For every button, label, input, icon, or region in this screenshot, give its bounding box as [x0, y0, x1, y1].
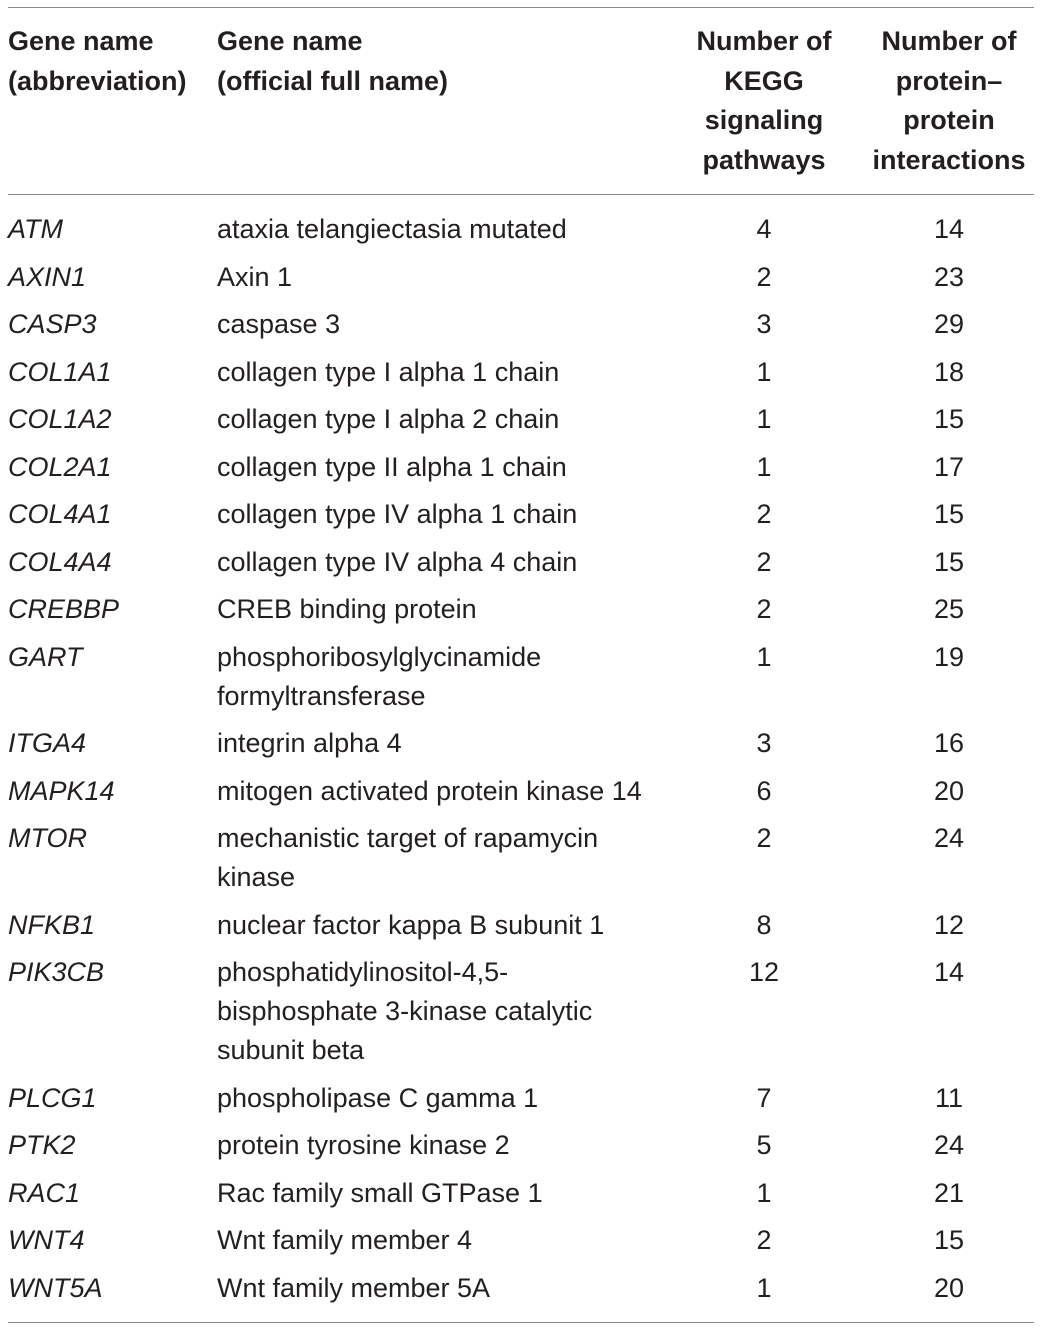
cell-gene-abbreviation: PIK3CB	[8, 957, 105, 987]
cell-gene-abbreviation: COL4A1	[8, 499, 112, 529]
cell-kegg-pathways: 3	[756, 309, 772, 339]
cell-kegg-pathways: 2	[756, 261, 772, 292]
cell-ppi-count: 19	[933, 641, 965, 672]
cell-gene-full-name	[217, 210, 672, 249]
cell-gene-abbreviation: CASP3	[8, 309, 97, 339]
table-row	[0, 906, 1042, 954]
cell-gene-abbreviation: PLCG1	[8, 1082, 97, 1113]
cell-kegg-pathways: 6	[756, 775, 772, 806]
cell-ppi-count: 23	[933, 261, 965, 292]
cell-gene-abbreviation: MAPK14	[8, 775, 115, 806]
cell-gene-abbreviation: ATM	[8, 214, 63, 244]
cell-gene-full-name	[217, 724, 672, 763]
full-name-line: phosphatidylinositol-4,5-	[217, 957, 509, 987]
full-name-line: Wnt family member 5A	[217, 1272, 491, 1303]
cell-kegg-pathways: 12	[748, 957, 780, 987]
cell-gene-abbreviation: WNT4	[8, 1225, 85, 1255]
cell-gene-abbreviation: GART	[8, 641, 83, 672]
table-row	[0, 400, 1042, 448]
full-name-line: mitogen activated protein kinase 14	[217, 775, 642, 806]
cell-gene-full-name	[217, 1269, 672, 1308]
cell-gene-abbreviation: CREBBP	[8, 594, 120, 624]
cell-gene-abbreviation: COL4A4	[8, 546, 112, 577]
full-name-line: Axin 1	[217, 261, 293, 292]
cell-gene-abbreviation: AXIN1	[8, 261, 87, 292]
table-row	[0, 448, 1042, 496]
cell-kegg-pathways: 2	[756, 499, 772, 529]
cell-gene-full-name	[217, 638, 672, 716]
cell-kegg-pathways: 1	[756, 641, 772, 672]
cell-ppi-count: 21	[933, 1177, 965, 1208]
cell-ppi-count: 15	[933, 404, 965, 434]
cell-kegg-pathways: 7	[756, 1082, 772, 1113]
cell-gene-full-name	[217, 819, 672, 897]
table-row	[0, 1269, 1042, 1317]
table-top-rule	[8, 7, 1034, 8]
cell-kegg-pathways: 2	[756, 594, 772, 624]
cell-ppi-count: 11	[934, 1082, 964, 1113]
full-name-line: collagen type I alpha 1 chain	[217, 356, 560, 387]
cell-ppi-count: 14	[933, 957, 965, 987]
cell-ppi-count: 24	[933, 823, 965, 853]
full-name-line: Wnt family member 4	[217, 1225, 473, 1255]
cell-ppi-count: 25	[933, 594, 965, 624]
table-row	[0, 305, 1042, 353]
cell-ppi-count: 24	[933, 1130, 965, 1160]
full-name-line: collagen type IV alpha 4 chain	[217, 546, 578, 577]
cell-ppi-count: 29	[933, 309, 965, 339]
cell-kegg-pathways: 4	[756, 214, 772, 244]
full-name-line: phosphoribosylglycinamide	[217, 641, 542, 672]
table-row	[0, 1079, 1042, 1127]
cell-gene-abbreviation: RAC1	[8, 1177, 81, 1208]
table-bottom-rule	[8, 1322, 1034, 1323]
cell-gene-full-name	[217, 1126, 672, 1165]
table-row	[0, 953, 1042, 1079]
cell-gene-abbreviation: PTK2	[8, 1130, 76, 1160]
cell-gene-full-name	[217, 353, 672, 392]
cell-ppi-count: 16	[933, 728, 965, 758]
cell-gene-abbreviation: WNT5A	[8, 1272, 103, 1303]
full-name-line: protein tyrosine kinase 2	[217, 1130, 510, 1160]
header-ppi-count: Number of protein– protein interactions	[872, 26, 1026, 175]
table-row	[0, 1221, 1042, 1269]
table-row	[0, 258, 1042, 306]
cell-gene-full-name	[217, 400, 672, 439]
full-name-line: collagen type II alpha 1 chain	[217, 451, 567, 482]
cell-gene-abbreviation: COL1A2	[8, 404, 112, 434]
cell-gene-full-name	[217, 305, 672, 344]
cell-gene-full-name	[217, 448, 672, 487]
cell-gene-full-name	[217, 1079, 672, 1118]
cell-ppi-count: 15	[933, 499, 965, 529]
table-row	[0, 1174, 1042, 1222]
cell-kegg-pathways: 1	[756, 1272, 772, 1303]
cell-ppi-count: 18	[933, 356, 965, 387]
cell-gene-abbreviation: COL2A1	[8, 451, 112, 482]
cell-kegg-pathways: 2	[756, 1225, 772, 1255]
cell-kegg-pathways: 1	[756, 356, 772, 387]
full-name-line: collagen type I alpha 2 chain	[217, 404, 560, 434]
table-body	[0, 210, 1042, 1316]
full-name-line: integrin alpha 4	[217, 728, 402, 758]
full-name-line: kinase	[217, 862, 296, 892]
cell-gene-full-name	[217, 258, 672, 297]
cell-ppi-count: 20	[933, 1272, 965, 1303]
cell-gene-abbreviation: NFKB1	[8, 909, 96, 940]
cell-kegg-pathways: 1	[756, 404, 772, 434]
table-header	[0, 22, 1042, 192]
header-gene-full-name: Gene name (official full name)	[217, 26, 449, 96]
full-name-line: phospholipase C gamma 1	[217, 1082, 539, 1113]
cell-gene-full-name	[217, 1221, 672, 1260]
full-name-line: bisphosphate 3-kinase catalytic	[217, 996, 593, 1026]
header-kegg-pathways: Number of KEGG signaling pathways	[696, 26, 832, 175]
cell-gene-full-name	[217, 953, 672, 1070]
cell-gene-abbreviation: ITGA4	[8, 728, 87, 758]
cell-gene-full-name	[217, 590, 672, 629]
cell-gene-full-name	[217, 495, 672, 534]
cell-kegg-pathways: 1	[756, 1177, 772, 1208]
cell-kegg-pathways: 2	[756, 823, 772, 853]
cell-kegg-pathways: 8	[756, 909, 772, 940]
cell-gene-full-name	[217, 1174, 672, 1213]
header-gene-abbreviation: Gene name (abbreviation)	[8, 26, 187, 96]
full-name-line: subunit beta	[217, 1035, 365, 1065]
table-row	[0, 353, 1042, 401]
full-name-line: caspase 3	[217, 309, 341, 339]
cell-gene-full-name	[217, 906, 672, 945]
table-row	[0, 1126, 1042, 1174]
cell-gene-full-name	[217, 772, 672, 811]
cell-kegg-pathways: 3	[756, 728, 772, 758]
table-row	[0, 819, 1042, 906]
cell-gene-abbreviation: COL1A1	[8, 356, 112, 387]
table-header-rule	[8, 194, 1034, 195]
cell-ppi-count: 12	[933, 909, 965, 940]
table-row	[0, 724, 1042, 772]
cell-gene-full-name	[217, 543, 672, 582]
table-row	[0, 590, 1042, 638]
cell-ppi-count: 14	[933, 214, 965, 244]
cell-ppi-count: 15	[933, 546, 965, 577]
table-row	[0, 638, 1042, 725]
full-name-line: CREB binding protein	[217, 594, 477, 624]
table-row	[0, 772, 1042, 820]
full-name-line: nuclear factor kappa B subunit 1	[217, 909, 605, 940]
full-name-line: collagen type IV alpha 1 chain	[217, 499, 578, 529]
cell-gene-abbreviation: MTOR	[8, 823, 87, 853]
table-row	[0, 495, 1042, 543]
cell-ppi-count: 15	[933, 1225, 965, 1255]
cell-kegg-pathways: 1	[756, 451, 772, 482]
cell-kegg-pathways: 5	[756, 1130, 772, 1160]
full-name-line: formyltransferase	[217, 680, 426, 711]
full-name-line: Rac family small GTPase 1	[217, 1177, 543, 1208]
full-name-line: mechanistic target of rapamycin	[217, 823, 599, 853]
cell-ppi-count: 17	[933, 451, 965, 482]
cell-kegg-pathways: 2	[756, 546, 772, 577]
full-name-line: ataxia telangiectasia mutated	[217, 214, 567, 244]
cell-ppi-count: 20	[933, 775, 965, 806]
table-row	[0, 543, 1042, 591]
table-row	[0, 210, 1042, 258]
